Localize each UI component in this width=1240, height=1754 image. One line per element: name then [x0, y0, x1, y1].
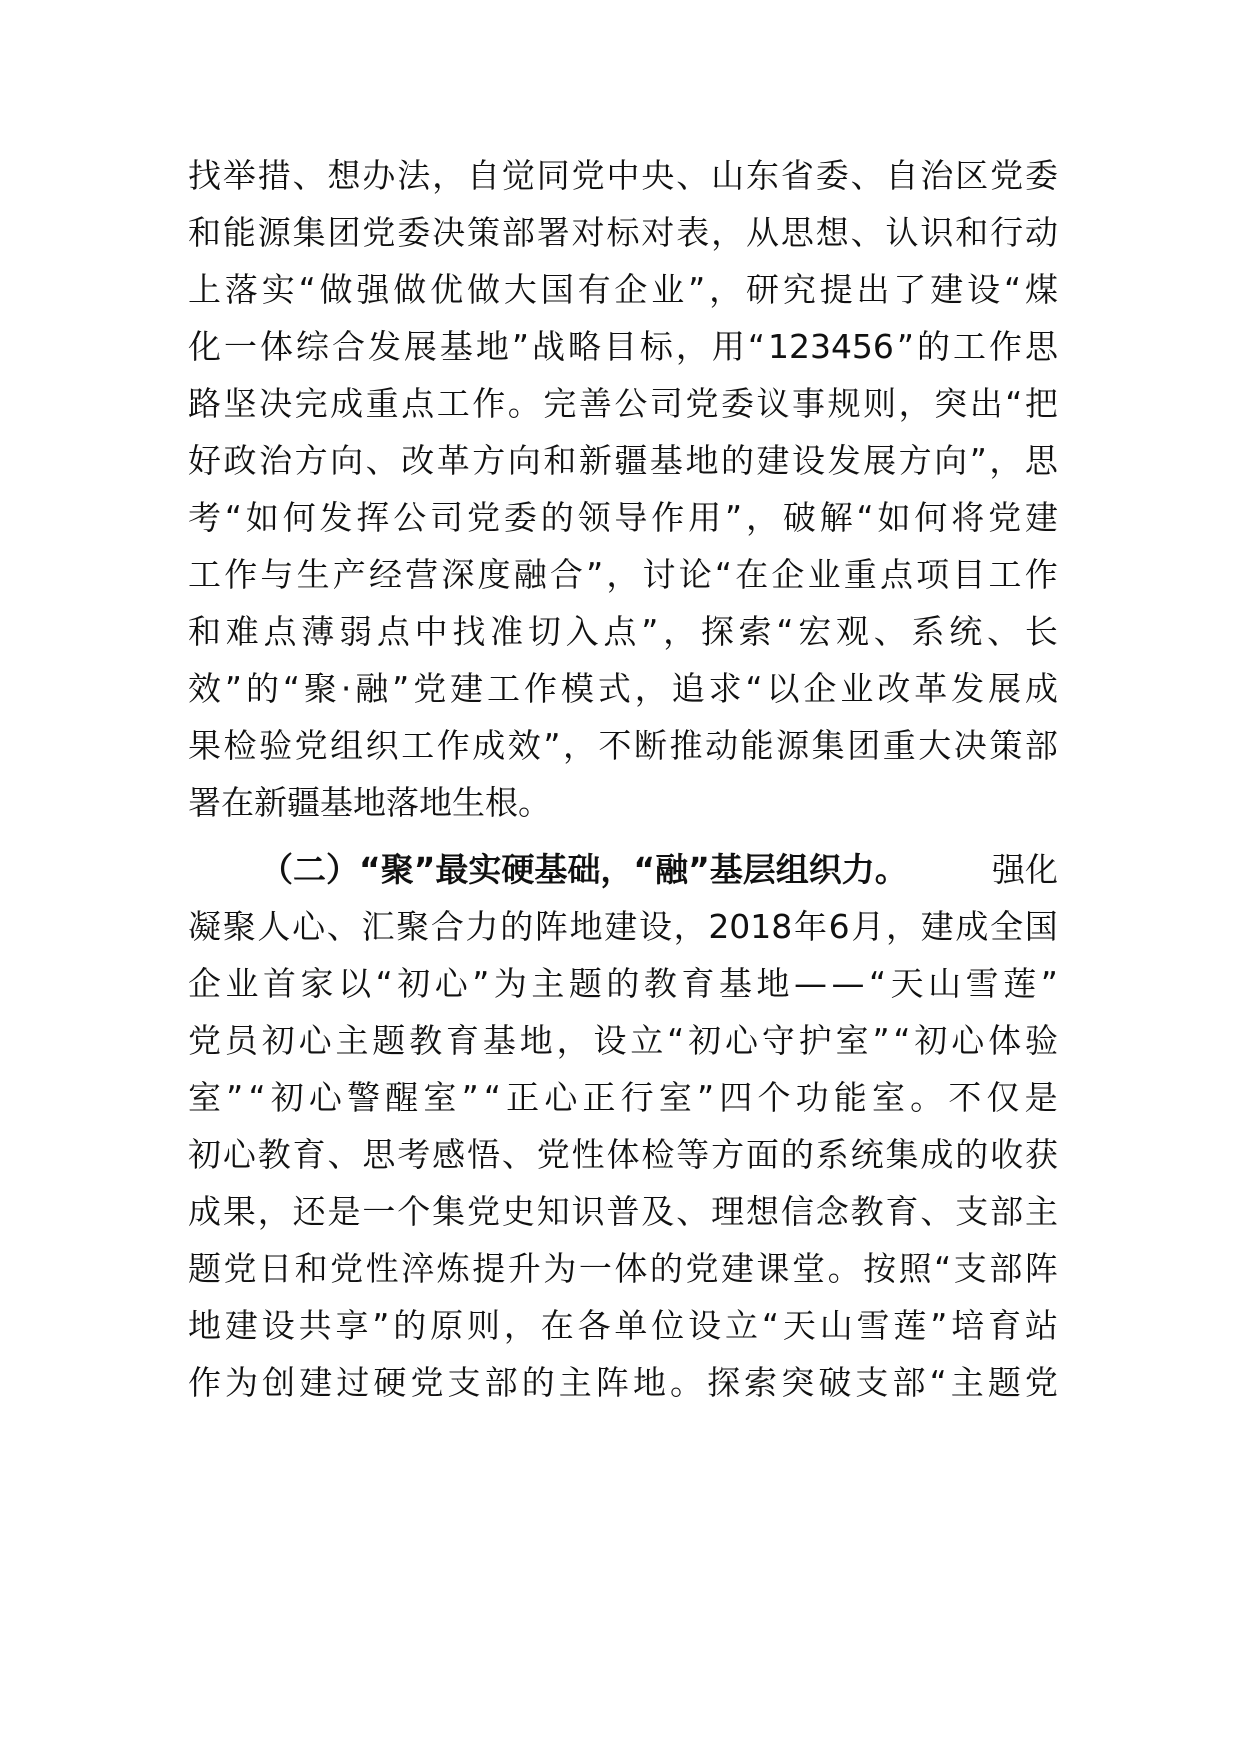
paragraph-line: 企 业 首 家 以 “ 初 心 ” 为 主 题 的 教 育 基 地 — — “ 天 山 雪 莲 ”: [188, 964, 1058, 1003]
paragraph-line: 工 作 与 生 产 经 营 深 度 融 合 ” ， 讨 论 “ 在 企 业 重 点 项 目 工 作: [188, 555, 1058, 594]
paragraph-line: 题 党 日 和 党 性 淬 炼 提 升 为 一 体 的 党 建 课 堂 。 按 照 “ 支 部 阵: [188, 1249, 1058, 1288]
section-heading-tail: 强化: [992, 850, 1058, 889]
paragraph-line: 果 检 验 党 组 织 工 作 成 效 ” ， 不 断 推 动 能 源 集 团 重 大 决 策 部: [188, 726, 1058, 765]
paragraph-line: 室 ” “ 初 心 警 醒 室 ” “ 正 心 正 行 室 ” 四 个 功 能 室 。 不 仅 是: [188, 1078, 1058, 1117]
paragraph-line: 效 ” 的 “ 聚 · 融 ” 党 建 工 作 模 式 ， 追 求 “ 以 企 业 改 革 发 展 成: [188, 669, 1058, 708]
paragraph-line: 找 举 措 、 想 办 法 ， 自 觉 同 党 中 央 、 山 东 省 委 、 自 治 区 党 委: [188, 156, 1058, 195]
paragraph-line: 成 果 ， 还 是 一 个 集 党 史 知 识 普 及 、 理 想 信 念 教 育 、 支 部 主: [188, 1192, 1058, 1231]
paragraph-line: 和 难 点 薄 弱 点 中 找 准 切 入 点 ” ， 探 索 “ 宏 观 、 系 统 、 长: [188, 612, 1058, 651]
paragraph-line: 考 “ 如 何 发 挥 公 司 党 委 的 领 导 作 用 ” ， 破 解 “ 如 何 将 党 建: [188, 498, 1058, 537]
paragraph-line: 党 员 初 心 主 题 教 育 基 地 ， 设 立 “ 初 心 守 护 室 ” “ 初 心 体 验: [188, 1021, 1058, 1060]
paragraph-line: 上 落 实 “ 做 强 做 优 做 大 国 有 企 业 ” ， 研 究 提 出 了 建 设 “ 煤: [188, 270, 1058, 309]
paragraph-line: 凝 聚 人 心 、 汇 聚 合 力 的 阵 地 建 设 ， 2018 年 6 月 ， 建 成 全 国: [188, 907, 1058, 946]
paragraph-line: 作 为 创 建 过 硬 党 支 部 的 主 阵 地 。 探 索 突 破 支 部 “ 主 题 党: [188, 1363, 1058, 1402]
section-heading-line: [260, 846, 1058, 894]
paragraph-line: 初 心 教 育 、 思 考 感 悟 、 党 性 体 检 等 方 面 的 系 统 集 成 的 收 获: [188, 1135, 1058, 1174]
paragraph-line: 和 能 源 集 团 党 委 决 策 部 署 对 标 对 表 ， 从 思 想 、 认 识 和 行 动: [188, 213, 1058, 252]
paragraph-last-line: 署在新疆基地落地生根。: [188, 783, 551, 822]
paragraph-line: 好 政 治 方 向 、 改 革 方 向 和 新 疆 基 地 的 建 设 发 展 方 向 ” ， 思: [188, 441, 1058, 480]
paragraph-line: 地 建 设 共 享 ” 的 原 则 ， 在 各 单 位 设 立 “ 天 山 雪 莲 ” 培 育 站: [188, 1306, 1058, 1345]
section-heading: （二）“聚”最实硬基础，“融”基层组织力。: [260, 850, 908, 889]
paragraph-line: 路 坚 决 完 成 重 点 工 作 。 完 善 公 司 党 委 议 事 规 则 ， 突 出 “ 把: [188, 384, 1058, 423]
paragraph-line: 化 一 体 综 合 发 展 基 地 ” 战 略 目 标 ， 用 “ 123456 ” 的 工 作 思: [188, 327, 1058, 366]
